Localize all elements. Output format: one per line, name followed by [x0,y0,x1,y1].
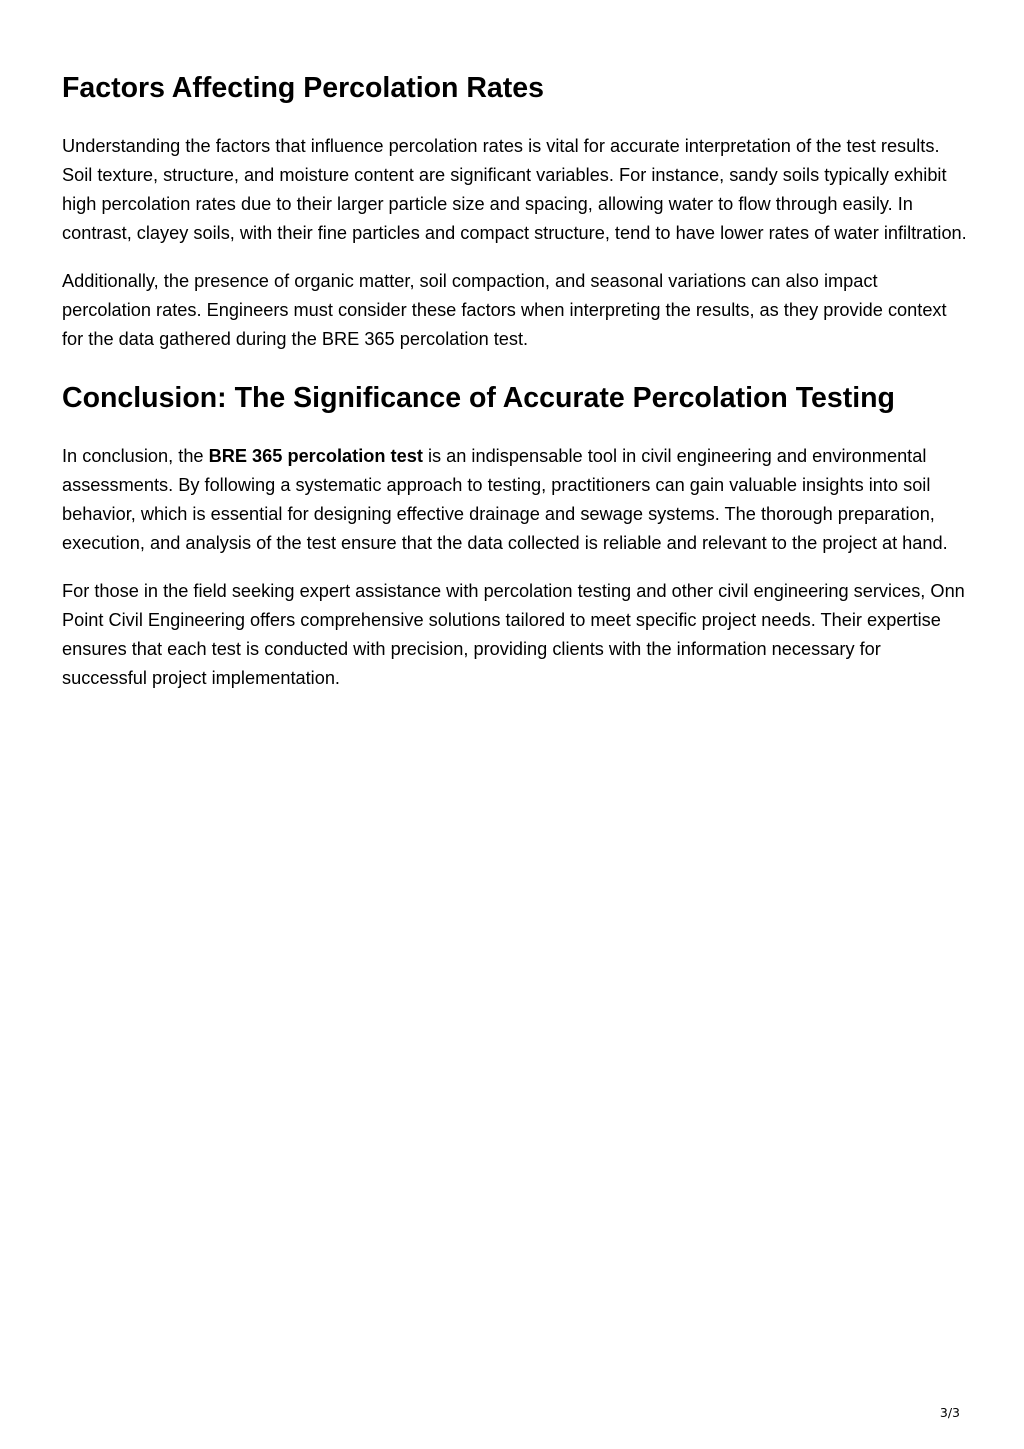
paragraph-factors-2: Additionally, the presence of organic matter, soil compaction, and seasonal variations can also impact percolation rates. Engineers must consider these factors when interpreting the results, as they provide context for the data gathered during the BRE 365 percolation test. [62,271,947,349]
paragraph-conclusion-2: For those in the field seeking expert assistance with percolation testing and other civil engineering services, Onn Point Civil Engineering offers comprehensive solutions tailored to meet specific project needs. Their expertise ensures that each test is conducted with precision, providing clients with the information necessary for successful project implementation. [62,581,965,688]
section-heading-conclusion: Conclusion: The Significance of Accurate Percolation Testing [62,382,895,414]
document-body [62,66,967,693]
paragraph-factors-1: Understanding the factors that influence percolation rates is vital for accurate interpretation of the test results. Soil texture, structure, and moisture content are significant variables. For instance, sandy soils typically exhibit high percolation rates due to their larger particle size and spacing, allowing water to flow through easily. In contrast, clayey soils, with their fine particles and compact structure, tend to have lower rates of water infiltration. [62,136,967,243]
paragraph-conclusion-1-rest: is an indispensable tool in civil engineering and environmental assessments. By following a systematic approach to testing, practitioners can gain valuable insights into soil behavior, which is essential for designing effective drainage and sewage systems. The thorough preparation, execution, and analysis of the test ensure that the data collected is reliable and relevant to the project at hand. [62,446,948,553]
paragraph-conclusion-1 [62,442,967,558]
page-number: 3/3 [939,1405,960,1420]
bold-test-name: BRE 365 percolation test [208,446,423,466]
section-heading-factors: Factors Affecting Percolation Rates [62,72,544,104]
paragraph-conclusion-1-lead: In conclusion, the [62,446,209,466]
